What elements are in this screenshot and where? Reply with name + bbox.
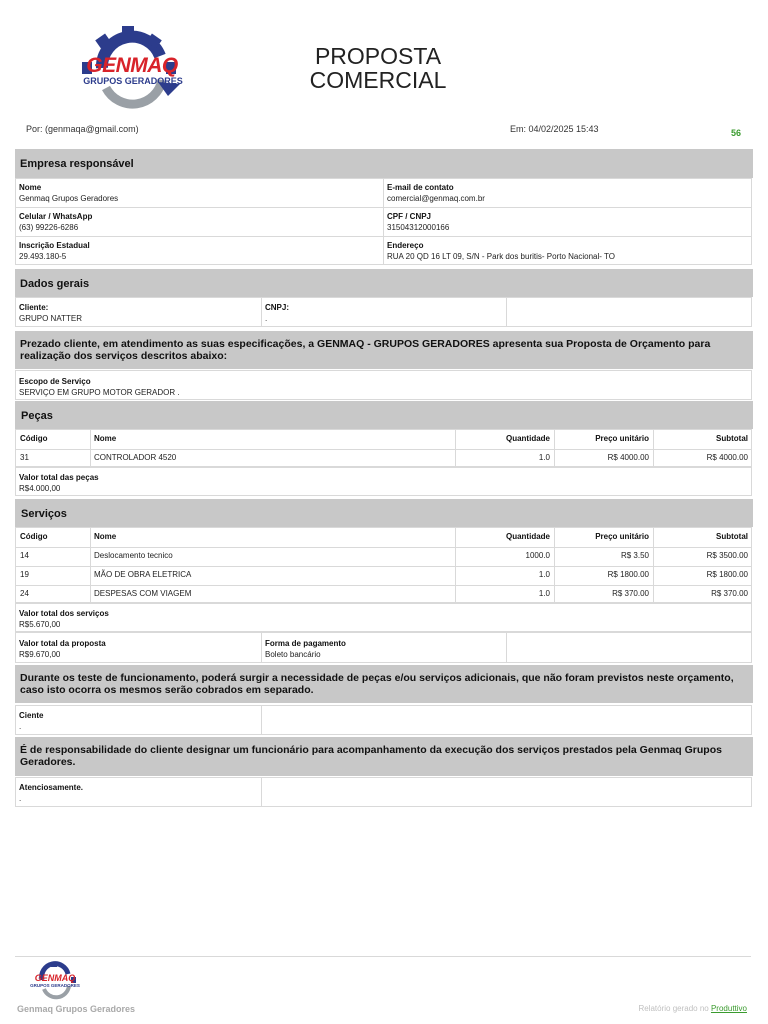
aviso-text: Durante os teste de funcionamento, poderá surgir a necessidade de peças e/ou serviços adicionais, que não foram previstos neste orçamento, caso isto ocorra os mesmos serão cobrados em separado. bbox=[15, 665, 753, 703]
label: Valor total das peças bbox=[19, 473, 99, 482]
cell-nome: DESPESAS COM VIAGEM bbox=[94, 589, 192, 598]
label: Endereço bbox=[387, 241, 424, 250]
cell-subtotal: R$ 1800.00 bbox=[706, 570, 748, 579]
forma-pagamento bbox=[262, 636, 506, 663]
cell-nome: MÃO DE OBRA ELETRICA bbox=[94, 570, 192, 579]
footer-company: Genmaq Grupos Geradores bbox=[17, 1004, 136, 1014]
cell-preco: R$ 3.50 bbox=[620, 551, 649, 560]
proposta-box bbox=[15, 632, 752, 663]
atenciosamente-box bbox=[15, 777, 752, 807]
value: R$9.670,00 bbox=[19, 649, 61, 659]
logo-subtitle: GRUPOS GERADORES bbox=[83, 76, 183, 86]
escopo-box bbox=[15, 370, 752, 400]
empresa-celular bbox=[16, 209, 382, 236]
value: 31504312000166 bbox=[387, 222, 450, 232]
produttivo-link[interactable]: Produttivo bbox=[710, 1004, 747, 1013]
cell-codigo: 19 bbox=[20, 570, 29, 579]
empresa-endereco bbox=[384, 238, 750, 265]
value: R$4.000,00 bbox=[19, 483, 61, 493]
empresa-box bbox=[15, 178, 752, 265]
escopo-field bbox=[16, 374, 751, 401]
responsabilidade-text: É de responsabilidade do cliente designar um funcionário para acompanhamento da execução dos serviços prestados pela Genmaq Grupos Geradores. bbox=[15, 737, 753, 776]
value: SERVIÇO EM GRUPO MOTOR GERADOR . bbox=[19, 387, 180, 397]
col-codigo: Código bbox=[20, 434, 48, 443]
footer-logo bbox=[24, 960, 86, 1000]
ciente-field bbox=[16, 708, 260, 735]
page-title bbox=[270, 44, 486, 92]
value: . bbox=[19, 721, 22, 731]
empresa-email bbox=[384, 180, 750, 207]
label: Forma de pagamento bbox=[265, 639, 346, 648]
label: CNPJ: bbox=[265, 303, 290, 312]
footer-logo-wordmark: GENMAQ bbox=[34, 973, 76, 983]
logo-wordmark: GENMAQ bbox=[86, 54, 178, 77]
value: 29.493.180-5 bbox=[19, 251, 67, 261]
pecas-total-box bbox=[15, 467, 752, 496]
value: (63) 99226-6286 bbox=[19, 222, 79, 232]
cell-preco: R$ 370.00 bbox=[612, 589, 649, 598]
cell-subtotal: R$ 3500.00 bbox=[706, 551, 748, 560]
author-email: Por: (genmaqa@gmail.com) bbox=[26, 124, 139, 134]
section-empresa bbox=[15, 149, 753, 178]
pecas-table bbox=[15, 429, 752, 467]
value: comercial@genmaq.com.br bbox=[387, 193, 485, 203]
label: Atenciosamente. bbox=[19, 783, 84, 792]
ciente-box bbox=[15, 705, 752, 735]
servicos-total-box bbox=[15, 603, 752, 632]
section-dados-title: Dados gerais bbox=[20, 278, 90, 290]
cell-codigo: 31 bbox=[20, 453, 29, 462]
label: Nome bbox=[19, 183, 42, 192]
cell-nome: Deslocamento tecnico bbox=[94, 551, 173, 560]
cell-codigo: 14 bbox=[20, 551, 29, 560]
section-servicos bbox=[15, 499, 753, 527]
cell-subtotal: R$ 370.00 bbox=[711, 589, 748, 598]
label: Escopo de Serviço bbox=[19, 377, 91, 386]
footer-generated bbox=[560, 1004, 747, 1013]
label: Ciente bbox=[19, 711, 44, 720]
cell-quantidade: 1000.0 bbox=[525, 551, 550, 560]
cell-quantidade: 1.0 bbox=[538, 589, 550, 598]
label: E-mail de contato bbox=[387, 183, 454, 192]
label: Cliente: bbox=[19, 303, 49, 312]
empresa-cpf bbox=[384, 209, 750, 236]
cell-quantidade: 1.0 bbox=[538, 570, 550, 579]
footer-logo-subtitle: GRUPOS GERADORES bbox=[30, 983, 80, 988]
section-dados-gerais bbox=[15, 269, 753, 297]
col-subtotal: Subtotal bbox=[716, 532, 748, 541]
label: CPF / CNPJ bbox=[387, 212, 432, 221]
genmaq-logo bbox=[62, 22, 200, 114]
col-nome: Nome bbox=[94, 434, 117, 443]
section-pecas-title: Peças bbox=[21, 410, 53, 422]
label: Valor total dos serviços bbox=[19, 609, 109, 618]
value: . bbox=[265, 313, 268, 323]
footer-generated-text: Relatório gerado no bbox=[638, 1004, 709, 1013]
section-empresa-title: Empresa responsável bbox=[20, 158, 134, 170]
empresa-inscricao bbox=[16, 238, 382, 265]
cell-nome: CONTROLADOR 4520 bbox=[94, 453, 177, 462]
col-subtotal: Subtotal bbox=[716, 434, 748, 443]
value: R$5.670,00 bbox=[19, 619, 61, 629]
cell-preco: R$ 4000.00 bbox=[607, 453, 649, 462]
empresa-nome bbox=[16, 180, 382, 207]
cell-preco: R$ 1800.00 bbox=[607, 570, 649, 579]
cell-quantidade: 1.0 bbox=[538, 453, 550, 462]
intro-text: Prezado cliente, em atendimento as suas especificações, a GENMAQ - GRUPOS GERADORES apresenta sua Proposta de Orçamento para realização dos serviços descritos abaixo: bbox=[15, 331, 753, 369]
issue-date: Em: 04/02/2025 15:43 bbox=[510, 124, 599, 134]
servicos-total bbox=[16, 606, 751, 633]
cell-subtotal: R$ 4000.00 bbox=[706, 453, 748, 462]
value: GRUPO NATTER bbox=[19, 313, 82, 323]
servicos-table bbox=[15, 527, 752, 603]
col-codigo: Código bbox=[20, 532, 48, 541]
cnpj-field bbox=[262, 300, 506, 327]
dados-box bbox=[15, 297, 752, 327]
pecas-total bbox=[16, 470, 751, 497]
col-preco: Preço unitário bbox=[595, 532, 649, 541]
label: Inscrição Estadual bbox=[19, 241, 90, 250]
section-pecas bbox=[15, 401, 753, 429]
label: Valor total da proposta bbox=[19, 639, 106, 648]
label: Celular / WhatsApp bbox=[19, 212, 93, 221]
col-quantidade: Quantidade bbox=[505, 532, 550, 541]
value: RUA 20 QD 16 LT 09, S/N - Park dos buritis- Porto Nacional- TO bbox=[387, 251, 615, 261]
title-line-1: PROPOSTA bbox=[314, 43, 442, 69]
col-quantidade: Quantidade bbox=[505, 434, 550, 443]
value: Boleto bancário bbox=[265, 649, 321, 659]
proposal-number: 56 bbox=[731, 128, 742, 138]
footer-divider bbox=[15, 956, 751, 957]
value: . bbox=[19, 793, 22, 803]
title-line-2: COMERCIAL bbox=[309, 67, 447, 93]
cell-codigo: 24 bbox=[20, 589, 29, 598]
value: Genmaq Grupos Geradores bbox=[19, 193, 119, 203]
atenciosamente-field bbox=[16, 780, 260, 807]
col-nome: Nome bbox=[94, 532, 117, 541]
cliente-field bbox=[16, 300, 260, 327]
col-preco: Preço unitário bbox=[595, 434, 649, 443]
section-servicos-title: Serviços bbox=[21, 508, 67, 520]
proposta-total bbox=[16, 636, 260, 663]
